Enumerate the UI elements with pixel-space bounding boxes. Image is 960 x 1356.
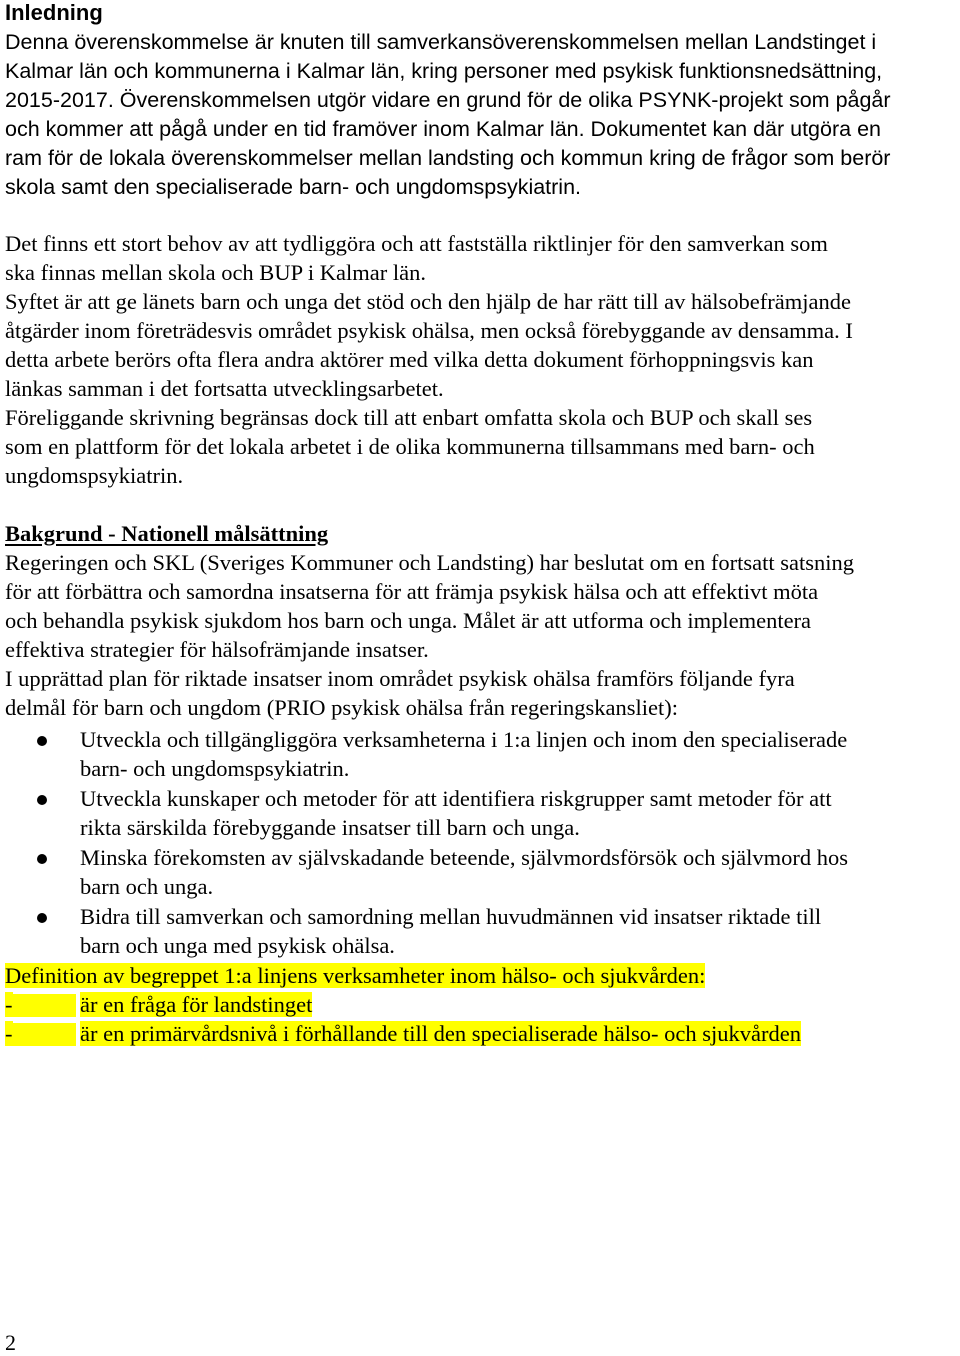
paragraph-line: detta arbete berörs ofta flera andra aktörer med vilka detta dokument förhoppningsvis kan: [5, 347, 814, 372]
bullet-icon: [37, 854, 47, 864]
paragraph-line: I upprättad plan för riktade insatser inom området psykisk ohälsa framförs följande fyra: [5, 666, 795, 691]
page-number: 2: [5, 1330, 16, 1355]
paragraph-line: Regeringen och SKL (Sveriges Kommuner och Landsting) har beslutat om en fortsatt satsning: [5, 550, 854, 575]
intro-line: 2015-2017. Överenskommelsen utgör vidare en grund för de olika PSYNK-projekt som pågår: [5, 88, 891, 112]
dash-marker-text: -: [5, 1021, 13, 1046]
paragraph-line: för att förbättra och samordna insatserna för att främja psykisk hälsa och att effektivt möta: [5, 579, 819, 604]
definition-item-text: [80, 994, 312, 1017]
definition-title-highlight: Definition av begreppet 1:a linjens verksamheter inom hälso- och sjukvården:: [5, 963, 706, 988]
paragraph-line: Syftet är att ge länets barn och unga det stöd och den hjälp de har rätt till av hälsobefrämjande: [5, 289, 851, 314]
bullet-icon: [37, 913, 47, 923]
paragraph-line: Det finns ett stort behov av att tydliggöra och att fastställa riktlinjer för den samverkan som: [5, 231, 828, 256]
list-item-line: barn- och ungdomspsykiatrin.: [80, 756, 350, 781]
list-item-line: Bidra till samverkan och samordning mellan huvudmännen vid insatser riktade till: [80, 904, 822, 929]
bullet-icon: [37, 736, 47, 746]
paragraph-line: åtgärder inom företrädesvis området psykisk ohälsa, men också förebyggande av densamma. I: [5, 318, 853, 343]
definition-title: [5, 965, 705, 988]
list-item-line: barn och unga med psykisk ohälsa.: [80, 933, 395, 958]
paragraph-line: länkas samman i det fortsatta utvecklingsarbetet.: [5, 376, 444, 401]
paragraph-line: och behandla psykisk sjukdom hos barn och unga. Målet är att utforma och implementera: [5, 608, 812, 633]
list-item-line: barn och unga.: [80, 874, 214, 899]
intro-line: skola samt den specialiserade barn- och ungdomspsykiatrin.: [5, 175, 582, 199]
intro-line: Denna överenskommelse är knuten till samverkansöverenskommelsen mellan Landstinget i: [5, 30, 877, 54]
dash-highlight-gap: [13, 1023, 76, 1046]
paragraph-line: delmål för barn och ungdom (PRIO psykisk ohälsa från regeringskansliet):: [5, 695, 678, 720]
definition-item-text: [80, 1023, 801, 1046]
intro-line: och kommer att pågå under en tid framöver inom Kalmar län. Dokumentet kan där utgöra en: [5, 117, 881, 141]
paragraph-line: ungdomspsykiatrin.: [5, 463, 184, 488]
paragraph-line: som en plattform för det lokala arbetet i de olika kommunerna tillsammans med barn- och: [5, 434, 815, 459]
dash-marker-text: -: [5, 992, 13, 1017]
paragraph-line: ska finnas mellan skola och BUP i Kalmar län.: [5, 260, 426, 285]
definition-item-highlight: är en fråga för landstinget: [80, 992, 313, 1017]
list-item-line: Utveckla och tillgängliggöra verksamheterna i 1:a linjen och inom den specialiserade: [80, 727, 848, 752]
list-item-line: Minska förekomsten av självskadande beteende, självmordsförsök och självmord hos: [80, 845, 848, 870]
list-item-line: Utveckla kunskaper och metoder för att identifiera riskgrupper samt metoder för att: [80, 786, 832, 811]
intro-line: Kalmar län och kommunerna i Kalmar län, kring personer med psykisk funktionsnedsättning,: [5, 59, 883, 83]
paragraph-line: effektiva strategier för hälsofrämjande insatser.: [5, 637, 429, 662]
dash-marker: [5, 994, 76, 1017]
intro-line: ram för de lokala överenskommelser mellan landsting och kommun kring de frågor som berör: [5, 146, 891, 170]
dash-marker: [5, 1023, 76, 1046]
section-heading-inledning: Inledning: [5, 0, 103, 25]
section-heading-bakgrund: Bakgrund - Nationell målsättning: [5, 521, 329, 546]
definition-item-highlight: är en primärvårdsnivå i förhållande till den specialiserade hälso- och sjukvården: [80, 1021, 801, 1046]
bullet-icon: [37, 795, 47, 805]
dash-highlight-gap: [13, 994, 76, 1017]
paragraph-line: Föreliggande skrivning begränsas dock till att enbart omfatta skola och BUP och skall ses: [5, 405, 813, 430]
list-item-line: rikta särskilda förebyggande insatser till barn och unga.: [80, 815, 580, 840]
